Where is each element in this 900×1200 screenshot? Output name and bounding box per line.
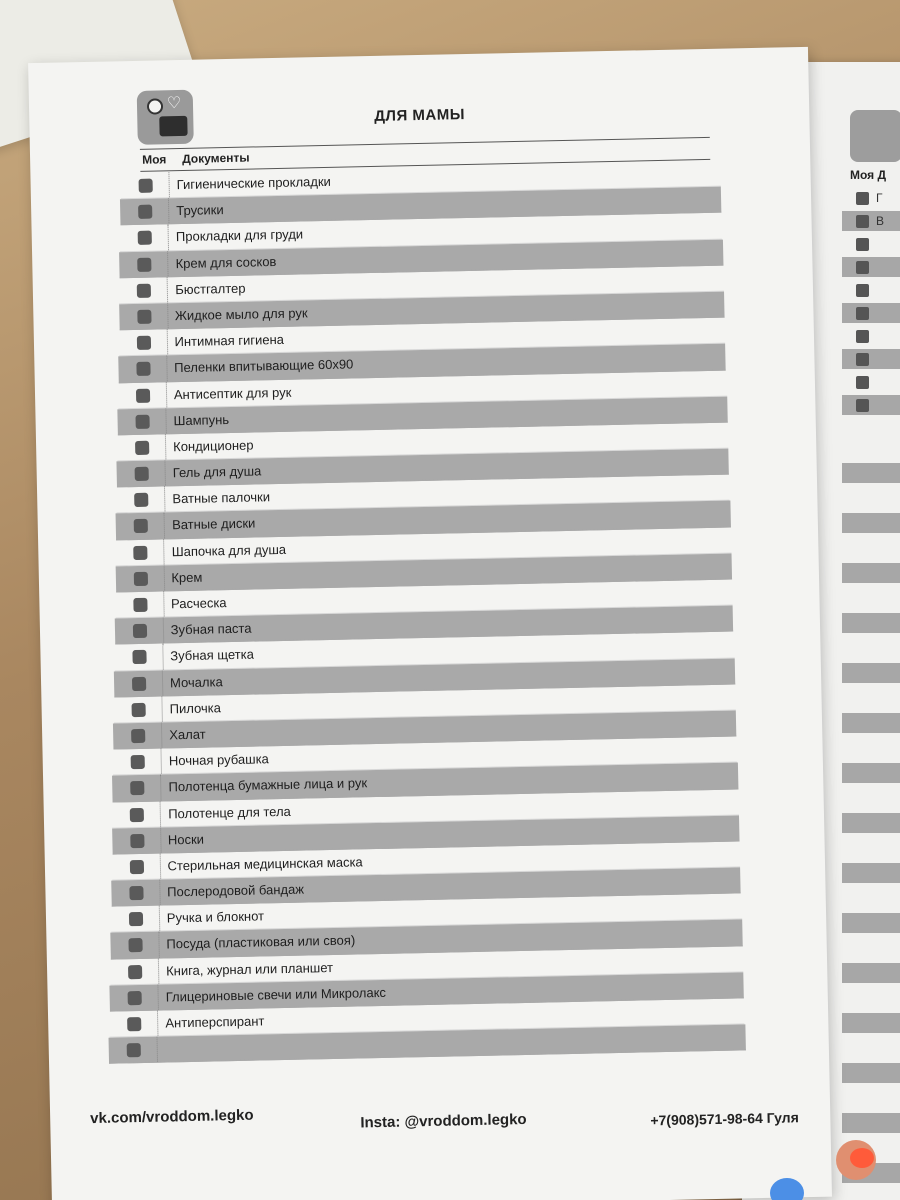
page-title: ДЛЯ МАМЫ [374,106,466,125]
checkbox[interactable] [129,912,143,926]
column-divider [158,958,160,983]
item-label: Прокладки для груди [175,226,304,245]
right-page-row [842,788,900,808]
footer-vk-link[interactable]: vk.com/vroddom.legko [90,1106,254,1128]
item-label: Ватные палочки [172,489,271,507]
column-divider [162,618,164,643]
right-page-row [842,488,900,508]
checkbox[interactable] [130,807,144,821]
column-divider [160,801,162,826]
right-page-row [842,813,900,833]
checkbox[interactable] [133,624,147,638]
column-divider [168,172,170,197]
checkbox[interactable] [133,572,147,586]
right-page-row [842,938,900,958]
checkbox[interactable] [133,598,147,612]
right-page-row [842,1113,900,1133]
column-divider [166,329,168,354]
item-label: Интимная гигиена [174,331,285,350]
checkbox[interactable] [137,283,151,297]
checkbox[interactable] [132,703,146,717]
finger-nail [850,1148,874,1168]
checkbox[interactable] [128,991,142,1005]
item-label: Халат [169,726,206,743]
item-label: Зубная паста [170,620,252,638]
checkbox[interactable] [856,192,869,205]
mom-bag-logo [137,90,194,145]
checkbox[interactable] [134,545,148,559]
checkbox[interactable] [131,729,145,743]
item-label: Зубная щетка [170,646,255,664]
right-page-row [842,257,900,277]
right-page-row [842,538,900,558]
right-page-row [842,438,900,458]
right-page-row [842,372,900,392]
right-page-row [842,463,900,483]
item-label: Бюстгалтер [175,280,246,297]
right-page-row [842,713,900,733]
item-label: Полотенце для тела [168,803,291,821]
item-label: Ватные диски [171,515,256,533]
checkbox[interactable] [129,860,143,874]
item-label: Трусики [176,202,224,219]
right-page-row [842,1038,900,1058]
column-divider [163,565,165,590]
right-page-row [842,563,900,583]
column-divider [157,1011,159,1036]
item-label: Глицериновые свечи или Микролакс [165,984,387,1005]
right-page-row [842,913,900,933]
item-label: Кондиционер [172,437,254,455]
item-label: Крем для сосков [175,253,277,271]
column-divider [162,644,164,669]
column-divider [161,749,163,774]
column-divider [159,906,161,931]
checkbox[interactable] [128,965,142,979]
column-divider [158,932,160,957]
right-page-logo [850,110,900,162]
heart-icon: ♡ [166,94,182,113]
right-page-row [842,234,900,254]
checkbox[interactable] [130,834,144,848]
item-label: Ночная рубашка [168,751,269,769]
checkbox[interactable] [137,310,151,324]
column-divider [158,984,160,1009]
column-divider [164,513,166,538]
item-label: Полотенца бумажные лица и рук [168,775,368,795]
checkbox[interactable] [136,388,150,402]
column-divider [163,539,165,564]
column-header-documents: Документы [181,150,250,166]
checkbox[interactable] [129,886,143,900]
right-page-row [842,963,900,983]
item-label: Пилочка [169,700,222,717]
item-label: Книга, журнал или планшет [165,959,334,979]
column-divider [165,460,167,485]
item-label: Ручка и блокнот [166,908,265,926]
checkbox[interactable] [856,353,869,366]
item-label: Расческа [170,595,227,612]
checkbox[interactable] [139,179,153,193]
checkbox[interactable] [856,238,869,251]
right-page-row [842,863,900,883]
footer-instagram[interactable]: Insta: @vroddom.legko [360,1110,527,1132]
right-page-row [842,326,900,346]
item-label: Шапочка для душа [171,541,287,559]
right-page-row [842,888,900,908]
item-label: Пеленки впитывающие 60х90 [174,356,354,376]
right-page-label: Г [876,191,883,205]
mom-head-icon [147,98,163,114]
column-divider [165,434,167,459]
checklist-table [120,161,739,1064]
right-page-header: Моя Д [850,168,887,182]
column-divider [161,696,163,721]
column-divider [167,303,169,328]
checkbox[interactable] [128,938,142,952]
right-page-row [842,349,900,369]
column-divider [164,487,166,512]
checkbox[interactable] [136,362,150,376]
right-page-row [842,588,900,608]
checklist-page [28,47,832,1200]
checkbox[interactable] [856,284,869,297]
right-page-row [842,838,900,858]
column-divider [168,225,170,250]
right-page-row [842,513,900,533]
right-page-row [842,738,900,758]
column-divider [168,198,170,223]
checkbox[interactable] [856,330,869,343]
checkbox[interactable] [135,467,149,481]
item-label: Шампунь [173,411,230,428]
right-page-row [842,688,900,708]
bag-icon [159,116,187,137]
checkbox[interactable] [135,441,149,455]
item-label: Послеродовой бандаж [167,881,305,900]
column-divider [166,382,168,407]
item-label: Антисептик для рук [173,384,292,402]
checkbox[interactable] [132,676,146,690]
checkbox[interactable] [134,493,148,507]
checkbox[interactable] [132,650,146,664]
right-page-row [842,303,900,323]
checkbox[interactable] [856,215,869,228]
column-divider [157,1037,159,1062]
item-label: Гель для душа [172,463,262,481]
checkbox[interactable] [127,1043,141,1057]
column-divider [165,408,167,433]
column-divider [167,251,169,276]
right-page-row [842,280,900,300]
column-divider [167,277,169,302]
checkbox[interactable] [856,261,869,274]
item-label: Антиперспирант [165,1013,265,1031]
column-divider [159,880,161,905]
right-page-row [842,638,900,658]
checkbox[interactable] [856,399,869,412]
item-label: Крем [171,569,203,586]
finger-blue-nail [770,1178,804,1200]
item-label: Гигиенические прокладки [176,173,332,193]
column-divider [161,722,163,747]
right-page-row [842,1063,900,1083]
item-label: Жидкое мыло для рук [174,305,308,324]
checkbox[interactable] [131,755,145,769]
column-divider [160,775,162,800]
checkbox[interactable] [135,414,149,428]
column-divider [163,591,165,616]
item-label: Носки [167,831,205,848]
checkbox[interactable] [856,307,869,320]
item-label: Стерильная медицинская маска [167,854,363,874]
column-header-mine: Моя [141,152,167,167]
right-page-row [842,663,900,683]
checkbox[interactable] [130,781,144,795]
checkbox[interactable] [127,1017,141,1031]
checkbox[interactable] [138,231,152,245]
checkbox[interactable] [134,519,148,533]
right-page-label: В [876,214,885,228]
checkbox[interactable] [138,205,152,219]
right-page-row [842,1013,900,1033]
footer-phone: +7(908)571-98-64 Гуля [650,1109,799,1129]
right-page-row [842,988,900,1008]
checkbox[interactable] [137,257,151,271]
column-divider [166,356,168,381]
right-page-row [842,211,900,231]
checkbox[interactable] [856,376,869,389]
checkbox[interactable] [136,336,150,350]
item-label: Посуда (пластиковая или своя) [166,932,356,952]
right-page-row [842,188,900,208]
column-divider [159,853,161,878]
item-label: Мочалка [169,673,223,690]
right-page-row [842,763,900,783]
right-page-row [842,395,900,415]
header-line [140,137,710,150]
right-page-row [842,1088,900,1108]
column-divider [162,670,164,695]
right-page-row [842,613,900,633]
column-divider [160,827,162,852]
